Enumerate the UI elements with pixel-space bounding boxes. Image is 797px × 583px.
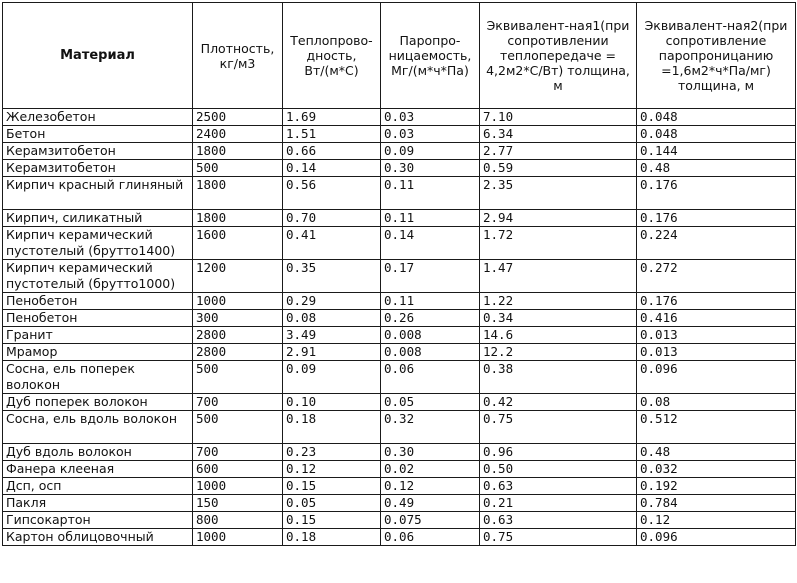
cell-permeability: 0.11 — [381, 177, 480, 210]
table-row — [3, 461, 796, 478]
cell-equivalent1: 2.94 — [480, 210, 637, 227]
header-material: Материал — [3, 3, 193, 109]
table-row — [3, 344, 796, 361]
cell-equivalent1: 2.35 — [480, 177, 637, 210]
table-row — [3, 210, 796, 227]
cell-equivalent1: 7.10 — [480, 109, 637, 126]
cell-equivalent1: 14.6 — [480, 327, 637, 344]
cell-material: Пенобетон — [3, 310, 193, 327]
table-row — [3, 394, 796, 411]
table-row — [3, 126, 796, 143]
cell-equivalent1: 0.63 — [480, 512, 637, 529]
table-row — [3, 109, 796, 126]
cell-equivalent1: 0.50 — [480, 461, 637, 478]
cell-material: Бетон — [3, 126, 193, 143]
cell-conductivity: 0.08 — [283, 310, 381, 327]
cell-density: 500 — [193, 361, 283, 394]
cell-conductivity: 0.18 — [283, 411, 381, 444]
cell-density: 500 — [193, 411, 283, 444]
cell-permeability: 0.008 — [381, 344, 480, 361]
cell-density: 1800 — [193, 177, 283, 210]
cell-conductivity: 0.12 — [283, 461, 381, 478]
cell-conductivity: 0.56 — [283, 177, 381, 210]
cell-equivalent2: 0.12 — [637, 512, 796, 529]
cell-material: Дсп, осп — [3, 478, 193, 495]
cell-equivalent1: 6.34 — [480, 126, 637, 143]
cell-conductivity: 0.35 — [283, 260, 381, 293]
cell-permeability: 0.03 — [381, 109, 480, 126]
cell-material: Мрамор — [3, 344, 193, 361]
cell-density: 600 — [193, 461, 283, 478]
cell-equivalent1: 1.22 — [480, 293, 637, 310]
cell-conductivity: 0.70 — [283, 210, 381, 227]
cell-equivalent1: 0.21 — [480, 495, 637, 512]
cell-permeability: 0.30 — [381, 160, 480, 177]
cell-equivalent1: 1.47 — [480, 260, 637, 293]
table-row — [3, 361, 796, 394]
cell-permeability: 0.03 — [381, 126, 480, 143]
cell-permeability: 0.06 — [381, 361, 480, 394]
table-row — [3, 478, 796, 495]
cell-density: 1600 — [193, 227, 283, 260]
cell-conductivity: 0.66 — [283, 143, 381, 160]
cell-conductivity: 0.09 — [283, 361, 381, 394]
cell-density: 1000 — [193, 293, 283, 310]
cell-equivalent1: 0.63 — [480, 478, 637, 495]
table-row — [3, 293, 796, 310]
cell-equivalent2: 0.784 — [637, 495, 796, 512]
cell-equivalent1: 0.42 — [480, 394, 637, 411]
cell-conductivity: 3.49 — [283, 327, 381, 344]
cell-conductivity: 0.15 — [283, 478, 381, 495]
header-density: Плотность, кг/м3 — [193, 3, 283, 109]
cell-equivalent2: 0.48 — [637, 160, 796, 177]
cell-conductivity: 0.29 — [283, 293, 381, 310]
cell-equivalent1: 0.75 — [480, 411, 637, 444]
cell-equivalent1: 0.38 — [480, 361, 637, 394]
materials-table — [2, 2, 796, 546]
cell-density: 2800 — [193, 327, 283, 344]
header-equivalent2: Эквивалент-ная2(при сопротивление паропроницанию =1,6м2*ч*Па/мг) толщина, м — [637, 3, 796, 109]
cell-density: 2800 — [193, 344, 283, 361]
cell-conductivity: 0.15 — [283, 512, 381, 529]
table-row — [3, 143, 796, 160]
cell-conductivity: 1.69 — [283, 109, 381, 126]
cell-density: 1000 — [193, 529, 283, 546]
cell-equivalent1: 1.72 — [480, 227, 637, 260]
cell-density: 500 — [193, 160, 283, 177]
cell-equivalent2: 0.176 — [637, 210, 796, 227]
table-row — [3, 160, 796, 177]
cell-equivalent2: 0.08 — [637, 394, 796, 411]
cell-equivalent2: 0.48 — [637, 444, 796, 461]
table-row — [3, 529, 796, 546]
cell-density: 1200 — [193, 260, 283, 293]
cell-permeability: 0.12 — [381, 478, 480, 495]
table-body — [3, 109, 796, 546]
table-row — [3, 260, 796, 293]
cell-material: Пакля — [3, 495, 193, 512]
cell-permeability: 0.30 — [381, 444, 480, 461]
cell-permeability: 0.17 — [381, 260, 480, 293]
cell-equivalent2: 0.013 — [637, 327, 796, 344]
cell-equivalent1: 0.75 — [480, 529, 637, 546]
cell-material: Кирпич керамический пустотелый (брутто1000) — [3, 260, 193, 293]
cell-equivalent1: 0.59 — [480, 160, 637, 177]
cell-equivalent2: 0.096 — [637, 529, 796, 546]
cell-equivalent2: 0.013 — [637, 344, 796, 361]
header-conductivity: Теплопрово-дность, Вт/(м*С) — [283, 3, 381, 109]
cell-permeability: 0.32 — [381, 411, 480, 444]
cell-conductivity: 0.14 — [283, 160, 381, 177]
cell-density: 2400 — [193, 126, 283, 143]
cell-density: 300 — [193, 310, 283, 327]
cell-permeability: 0.26 — [381, 310, 480, 327]
cell-permeability: 0.008 — [381, 327, 480, 344]
table-row — [3, 444, 796, 461]
cell-density: 2500 — [193, 109, 283, 126]
cell-equivalent2: 0.048 — [637, 126, 796, 143]
table-row — [3, 310, 796, 327]
cell-permeability: 0.09 — [381, 143, 480, 160]
cell-equivalent2: 0.096 — [637, 361, 796, 394]
table-row — [3, 411, 796, 444]
cell-equivalent2: 0.176 — [637, 293, 796, 310]
cell-permeability: 0.06 — [381, 529, 480, 546]
cell-material: Картон облицовочный — [3, 529, 193, 546]
table-row — [3, 177, 796, 210]
cell-equivalent1: 0.34 — [480, 310, 637, 327]
cell-equivalent2: 0.192 — [637, 478, 796, 495]
cell-material: Гранит — [3, 327, 193, 344]
cell-material: Железобетон — [3, 109, 193, 126]
cell-density: 1800 — [193, 210, 283, 227]
cell-equivalent1: 2.77 — [480, 143, 637, 160]
cell-conductivity: 1.51 — [283, 126, 381, 143]
cell-density: 1800 — [193, 143, 283, 160]
cell-density: 1000 — [193, 478, 283, 495]
cell-equivalent1: 0.96 — [480, 444, 637, 461]
cell-material: Дуб вдоль волокон — [3, 444, 193, 461]
cell-permeability: 0.05 — [381, 394, 480, 411]
cell-equivalent2: 0.144 — [637, 143, 796, 160]
cell-density: 150 — [193, 495, 283, 512]
cell-equivalent1: 12.2 — [480, 344, 637, 361]
cell-material: Кирпич керамический пустотелый (брутто1400) — [3, 227, 193, 260]
cell-conductivity: 0.41 — [283, 227, 381, 260]
cell-equivalent2: 0.224 — [637, 227, 796, 260]
cell-equivalent2: 0.032 — [637, 461, 796, 478]
cell-equivalent2: 0.272 — [637, 260, 796, 293]
table-row — [3, 512, 796, 529]
cell-equivalent2: 0.512 — [637, 411, 796, 444]
cell-material: Дуб поперек волокон — [3, 394, 193, 411]
cell-material: Керамзитобетон — [3, 143, 193, 160]
cell-permeability: 0.075 — [381, 512, 480, 529]
cell-equivalent2: 0.048 — [637, 109, 796, 126]
cell-material: Фанера клееная — [3, 461, 193, 478]
cell-density: 700 — [193, 444, 283, 461]
header-equivalent1: Эквивалент-ная1(при сопротивлении теплопередаче = 4,2м2*С/Вт) толщина, м — [480, 3, 637, 109]
cell-density: 700 — [193, 394, 283, 411]
table-row — [3, 327, 796, 344]
cell-conductivity: 0.23 — [283, 444, 381, 461]
cell-conductivity: 0.05 — [283, 495, 381, 512]
cell-equivalent2: 0.176 — [637, 177, 796, 210]
cell-conductivity: 0.18 — [283, 529, 381, 546]
cell-permeability: 0.11 — [381, 210, 480, 227]
cell-material: Сосна, ель поперек волокон — [3, 361, 193, 394]
cell-permeability: 0.14 — [381, 227, 480, 260]
cell-permeability: 0.49 — [381, 495, 480, 512]
cell-equivalent2: 0.416 — [637, 310, 796, 327]
cell-permeability: 0.02 — [381, 461, 480, 478]
header-permeability: Паропро-ницаемость, Мг/(м*ч*Па) — [381, 3, 480, 109]
cell-conductivity: 2.91 — [283, 344, 381, 361]
cell-material: Сосна, ель вдоль волокон — [3, 411, 193, 444]
cell-material: Кирпич, силикатный — [3, 210, 193, 227]
cell-material: Кирпич красный глиняный — [3, 177, 193, 210]
table-row — [3, 227, 796, 260]
header-row — [3, 3, 796, 109]
cell-material: Гипсокартон — [3, 512, 193, 529]
table-row — [3, 495, 796, 512]
cell-conductivity: 0.10 — [283, 394, 381, 411]
cell-material: Пенобетон — [3, 293, 193, 310]
cell-density: 800 — [193, 512, 283, 529]
cell-material: Керамзитобетон — [3, 160, 193, 177]
cell-permeability: 0.11 — [381, 293, 480, 310]
